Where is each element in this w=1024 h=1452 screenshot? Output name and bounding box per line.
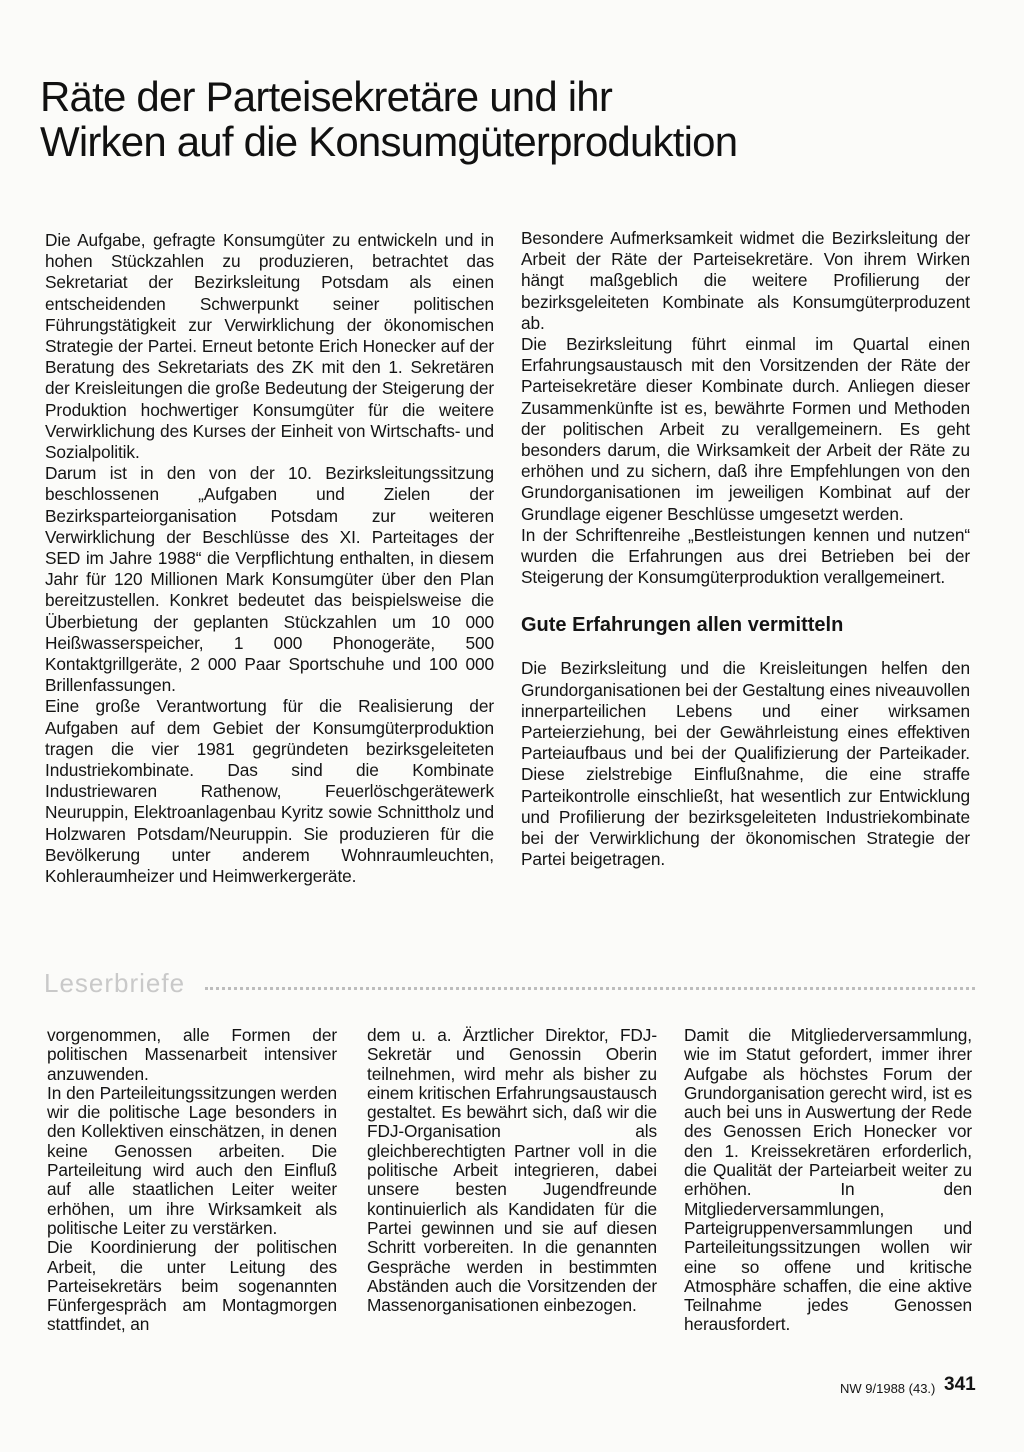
article-paragraph: Darum ist in den von der 10. Bezirksleitungssitzung beschlossenen „Aufgaben und Zielen der Bezirksparteiorganisation Potsdam zur weiteren Verwirklichung der Beschlüsse des XI. Parteitages der SED im Jahre 1988“ die Verpflichtung enthalten, in diesem Jahr für 120 Millionen Mark Konsumgüter über den Plan bereitzustellen. Konkret bedeutet das beispielsweise die Überbietung der geplanten Stückzahlen um 10 000 Heißwasserspeicher, 1 000 Phonogeräte, 500 Kontaktgrillgeräte, 2 000 Paar Sportschuhe und 100 000 Brillenfassungen.: [45, 463, 494, 696]
page-number: 341: [944, 1374, 976, 1395]
section-label-leserbriefe: Leserbriefe: [44, 968, 186, 998]
article-title: [40, 74, 940, 164]
article-paragraph: Besondere Aufmerksamkeit widmet die Bezirksleitung der Arbeit der Räte der Parteisekretäre. Von ihrem Wirken hängt maßgeblich die weitere Profilierung der bezirksgeleiteten Kombinate als Konsumgüterproduzent ab.: [521, 228, 970, 333]
section-divider: [205, 987, 975, 990]
letter-paragraph: Damit die Mitgliederversammlung, wie im Statut gefordert, immer ihrer Aufgabe als höchstes Forum der Grundorganisation gerecht wird, ist es auch bei uns in Auswertung der Rede des Genossen Erich Honecker vor den 1. Kreissekretären erforderlich, die Qualität der Parteiarbeit weiter zu erhöhen. In den Mitgliederversammlungen, Parteigruppenversammlungen und Parteileitungssitzungen wollen wir eine so offene und kritische Atmosphäre schaffen, die eine aktive Teilnahme jedes Genossen herausfordert.: [684, 1025, 972, 1335]
issue-reference: NW 9/1988 (43.): [840, 1381, 936, 1396]
letter-paragraph: Die Koordinierung der politischen Arbeit, die unter Leitung des Parteisekretärs beim sogenannten Fünfergespräch am Montagmorgen stattfindet, an: [47, 1237, 337, 1335]
article-subheading: Gute Erfahrungen allen vermitteln: [521, 614, 844, 637]
article-paragraph: Die Bezirksleitung führt einmal im Quartal einen Erfahrungsaustausch mit den Vorsitzenden der Räte der Parteisekretäre dieser Kombinate durch. Anliegen dieser Zusammenkünfte ist es, bewährte Formen und Methoden der politischen Arbeit zu verallgemeinern. Es geht besonders darum, die Wirksamkeit der Arbeit der Räte zu erhöhen und zu sichern, daß ihre Empfehlungen von den Grundorganisationen im jeweiligen Kombinat auf der Grundlage eigener Beschlüsse umgesetzt werden.: [521, 334, 970, 524]
letters-column-2: [367, 1026, 657, 1315]
letter-paragraph: dem u. a. Ärztlicher Direktor, FDJ-Sekretär und Genossin Oberin teilnehmen, wird mehr als bisher zu einem kritischen Erfahrungsaustausch gestaltet. Es bewährt sich, daß wir die FDJ-Organisation als gleichberechtigten Partner voll in die politische Arbeit integrieren, dabei unsere besten Jugendfreunde kontinuierlich als Kandidaten für die Partei gewinnen und sie auf diesen Schritt vorbereiten. In die genannten Gespräche werden in bestimmten Abständen auch die Vorsitzenden der Massenorganisationen einbezogen.: [367, 1025, 657, 1316]
article-column-left: [45, 230, 494, 887]
article-paragraph: Eine große Verantwortung für die Realisierung der Aufgaben auf dem Gebiet der Konsumgüterproduktion tragen die vier 1981 gegründeten bezirksgeleiteten Industriekombinate. Das sind die Kombinate Industriewaren Rathenow, Feuerlöschgerätewerk Neuruppin, Elektroanlagenbau Kyritz sowie Schnittholz und Holzwaren Potsdam/Neuruppin. Sie produzieren für die Bevölkerung unter anderem Wohnraumleuchten, Kohleraumheizer und Heimwerkergeräte.: [45, 696, 494, 887]
letter-paragraph: vorgenommen, alle Formen der politischen Massenarbeit intensiver anzuwenden.: [47, 1025, 337, 1084]
article-paragraph: Die Bezirksleitung und die Kreisleitungen helfen den Grundorganisationen bei der Gestaltung eines niveauvollen innerparteilichen Lebens und einer wirksamen Parteierziehung, bei der Gewährleistung eines effektiven Parteiaufbaus und bei der Qualifizierung der Parteikader. Diese zielstrebige Einflußnahme, die eine straffe Parteikontrolle einschließt, hat wesentlich zur Entwicklung und Profilierung der bezirksgeleiteten Industriekombinate bei der Verwirklichung der ökonomischen Strategie der Partei beigetragen.: [521, 658, 970, 870]
article-title-line-2: Wirken auf die Konsumgüterproduktion: [40, 118, 738, 165]
article-paragraph: Die Aufgabe, gefragte Konsumgüter zu entwickeln und in hohen Stückzahlen zu produzieren, betrachtet das Sekretariat der Bezirksleitung Potsdam als einen entscheidenden Schwerpunkt seiner politischen Führungstätigkeit zur Verwirklichung der ökonomischen Strategie der Partei. Erneut betonte Erich Honecker auf der Beratung des Sekretariats des ZK mit den 1. Sekretären der Kreisleitungen die große Bedeutung der Steigerung der Produktion hochwertiger Konsumgüter für die weitere Verwirklichung des Kurses der Einheit von Wirtschafts- und Sozialpolitik.: [45, 230, 494, 463]
article-paragraph: In der Schriftenreihe „Bestleistungen kennen und nutzen“ wurden die Erfahrungen aus drei Betrieben bei der Steigerung der Konsumgüterproduktion verallgemeinert.: [521, 524, 970, 588]
letter-paragraph: In den Parteileitungssitzungen werden wir die politische Lage besonders in den Kollektiven einschätzen, in denen keine Genossen arbeiten. Die Parteileitung wird auch den Einfluß auf alle staatlichen Leiter weiter erhöhen, um ihre Wirksamkeit als politische Leiter zu verstärken.: [47, 1082, 337, 1238]
article-column-right: [521, 228, 970, 870]
letters-column-3: [684, 1026, 972, 1335]
letters-column-1: [47, 1026, 337, 1335]
article-title-line-1: Räte der Parteisekretäre und ihr: [40, 73, 613, 120]
